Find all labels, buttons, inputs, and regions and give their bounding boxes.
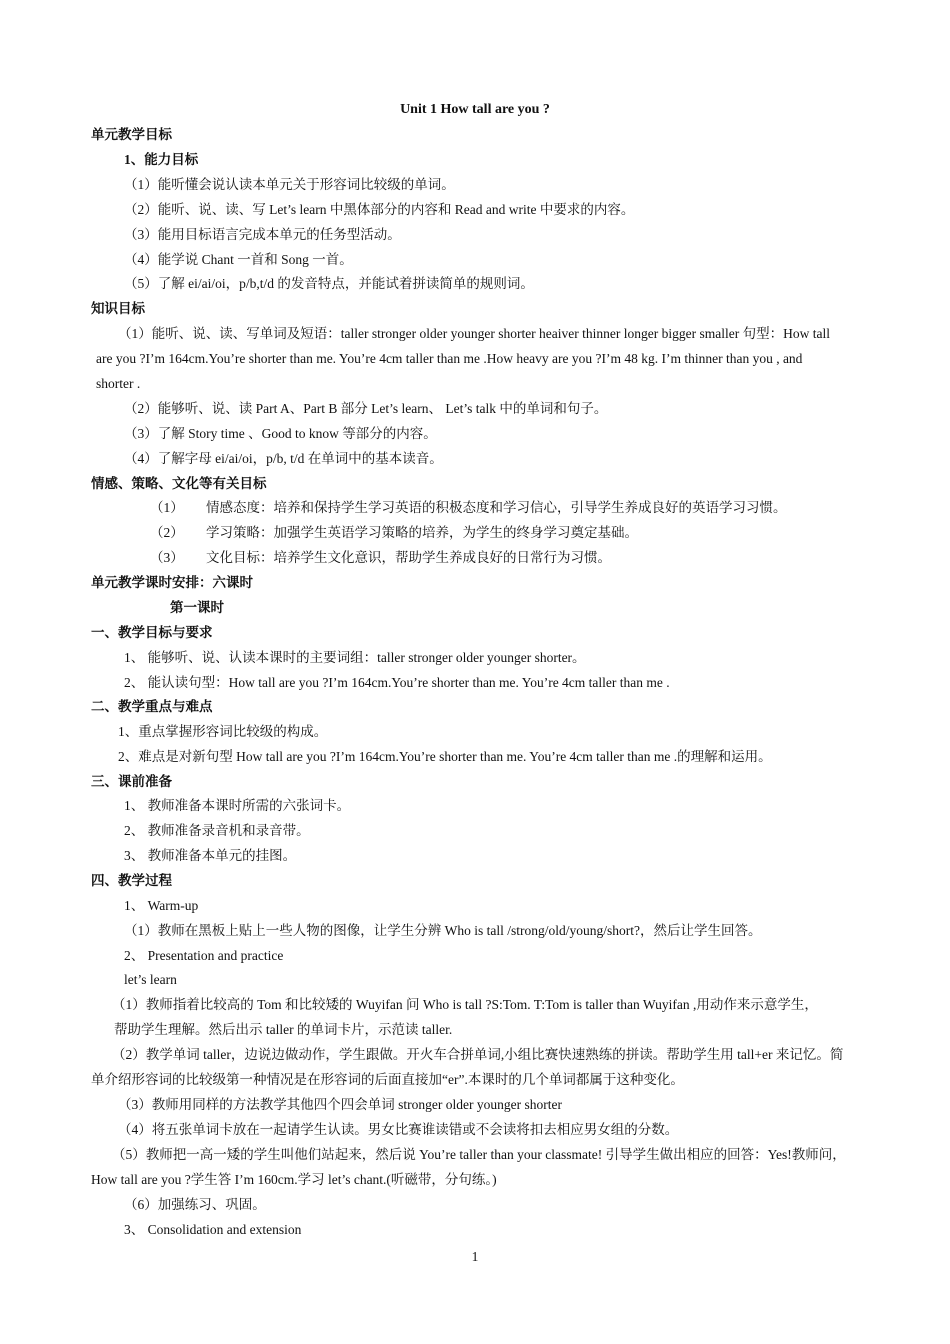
step-1-item-1: （1）教师在黑板上贴上一些人物的图像，让学生分辨 Who is tall /strong/old/young/short?，然后让学生回答。 xyxy=(124,923,762,938)
lesson-1-heading: 第一课时 xyxy=(170,600,224,615)
emotion-heading: 情感、策略、文化等有关目标 xyxy=(91,476,267,491)
ability-item-3: （3）能用目标语言完成本单元的任务型活动。 xyxy=(124,227,401,242)
knowledge-heading: 知识目标 xyxy=(91,301,145,316)
learn-item-5-line-2: How tall are you ?学生答 I’m 160cm.学习 let’s chant.(听磁带，分句练。) xyxy=(91,1172,497,1187)
learn-item-6: （6）加强练习、巩固。 xyxy=(124,1197,266,1212)
section-2-heading: 二、教学重点与难点 xyxy=(91,699,213,714)
ability-item-2: （2）能听、说、读、写 Let’s learn 中黑体部分的内容和 Read and write 中要求的内容。 xyxy=(124,202,635,217)
step-3-consolidation: 3、 Consolidation and extension xyxy=(124,1222,302,1237)
emotion-item-1: 情感态度：培养和保持学生学习英语的积极态度和学习信心，引导学生养成良好的英语学习习惯。 xyxy=(206,500,787,515)
ability-goal-heading: 1、能力目标 xyxy=(124,152,199,167)
step-1-warm-up: 1、 Warm-up xyxy=(124,898,199,913)
learn-item-2-line-1: （2）教学单词 taller，边说边做动作，学生跟做。开火车合拼单词,小组比赛快速熟练的拼读。帮助学生用 tall+er 来记忆。简 xyxy=(112,1047,844,1062)
ability-item-1: （1）能听懂会说认读本单元关于形容词比较级的单词。 xyxy=(124,177,455,192)
emotion-item-3: 文化目标：培养学生文化意识，帮助学生养成良好的日常行为习惯。 xyxy=(206,550,611,565)
knowledge-item-1-line-1: （1）能听、说、读、写单词及短语：taller stronger older younger shorter heaiver thinner longer bigger smaller 句型：How tall xyxy=(118,326,830,341)
knowledge-item-2: （2）能够听、说、读 Part A、Part B 部分 Let’s learn、 Let’s talk 中的单词和句子。 xyxy=(124,401,608,416)
section-2-item-2: 2、难点是对新句型 How tall are you ?I’m 164cm.You’re shorter than me. You’re 4cm taller than me .的理解和运用。 xyxy=(118,749,772,764)
schedule-heading: 单元教学课时安排：六课时 xyxy=(91,575,253,590)
page-number: 1 xyxy=(471,1249,479,1264)
step-2-presentation: 2、 Presentation and practice xyxy=(124,948,284,963)
section-3-item-1: 1、 教师准备本课时所需的六张词卡。 xyxy=(124,798,351,813)
knowledge-item-1-line-3: shorter . xyxy=(96,376,141,391)
section-1-item-1: 1、 能够听、说、认读本课时的主要词组：taller stronger older younger shorter。 xyxy=(124,650,586,665)
section-3-heading: 三、课前准备 xyxy=(91,774,172,789)
lets-learn-label: let’s learn xyxy=(124,972,177,987)
section-3-item-2: 2、 教师准备录音机和录音带。 xyxy=(124,823,310,838)
section-4-heading: 四、教学过程 xyxy=(91,873,172,888)
knowledge-item-1-line-2: are you ?I’m 164cm.You’re shorter than me. You’re 4cm taller than me .How heavy are you ?I’m 48 kg. I’m thinner than you , and xyxy=(96,351,803,366)
emotion-item-3-number: （3） xyxy=(150,550,184,565)
learn-item-2-line-2: 单介绍形容词的比较级第一种情况是在形容词的后面直接加“er”.本课时的几个单词都属于这种变化。 xyxy=(91,1072,684,1087)
emotion-item-2: 学习策略：加强学生英语学习策略的培养，为学生的终身学习奠定基础。 xyxy=(206,525,638,540)
learn-item-3: （3）教师用同样的方法教学其他四个四会单词 stronger older younger shorter xyxy=(118,1097,562,1112)
section-2-item-1: 1、重点掌握形容词比较级的构成。 xyxy=(118,724,328,739)
section-1-heading: 一、教学目标与要求 xyxy=(91,625,213,640)
section-1-item-2: 2、 能认读句型：How tall are you ?I’m 164cm.You’re shorter than me. You’re 4cm taller than me . xyxy=(124,675,670,690)
knowledge-item-3: （3）了解 Story time 、Good to know 等部分的内容。 xyxy=(124,426,437,441)
learn-item-1-line-1: （1）教师指着比较高的 Tom 和比较矮的 Wuyifan 问 Who is tall ?S:Tom. T:Tom is taller than Wuyifan ,用动作来示意学生， xyxy=(112,997,818,1012)
emotion-item-1-number: （1） xyxy=(150,500,184,515)
unit-goal-heading: 单元教学目标 xyxy=(91,127,172,142)
ability-item-4: （4）能学说 Chant 一首和 Song 一首。 xyxy=(124,252,353,267)
page-title: Unit 1 How tall are you ? xyxy=(400,102,550,117)
learn-item-5-line-1: （5）教师把一高一矮的学生叫他们站起来，然后说 You’re taller than your classmate! 引导学生做出相应的回答：Yes!教师问， xyxy=(112,1147,846,1162)
section-3-item-3: 3、 教师准备本单元的挂图。 xyxy=(124,848,297,863)
ability-item-5: （5）了解 ei/ai/oi，p/b,t/d 的发音特点，并能试着拼读简单的规则词。 xyxy=(124,276,534,291)
learn-item-4: （4）将五张单词卡放在一起请学生认读。男女比赛谁读错或不会读将扣去相应男女组的分数。 xyxy=(118,1122,679,1137)
learn-item-1-line-2: 帮助学生理解。然后出示 taller 的单词卡片，示范读 taller. xyxy=(114,1022,453,1037)
emotion-item-2-number: （2） xyxy=(150,525,184,540)
knowledge-item-4: （4）了解字母 ei/ai/oi，p/b, t/d 在单词中的基本读音。 xyxy=(124,451,443,466)
